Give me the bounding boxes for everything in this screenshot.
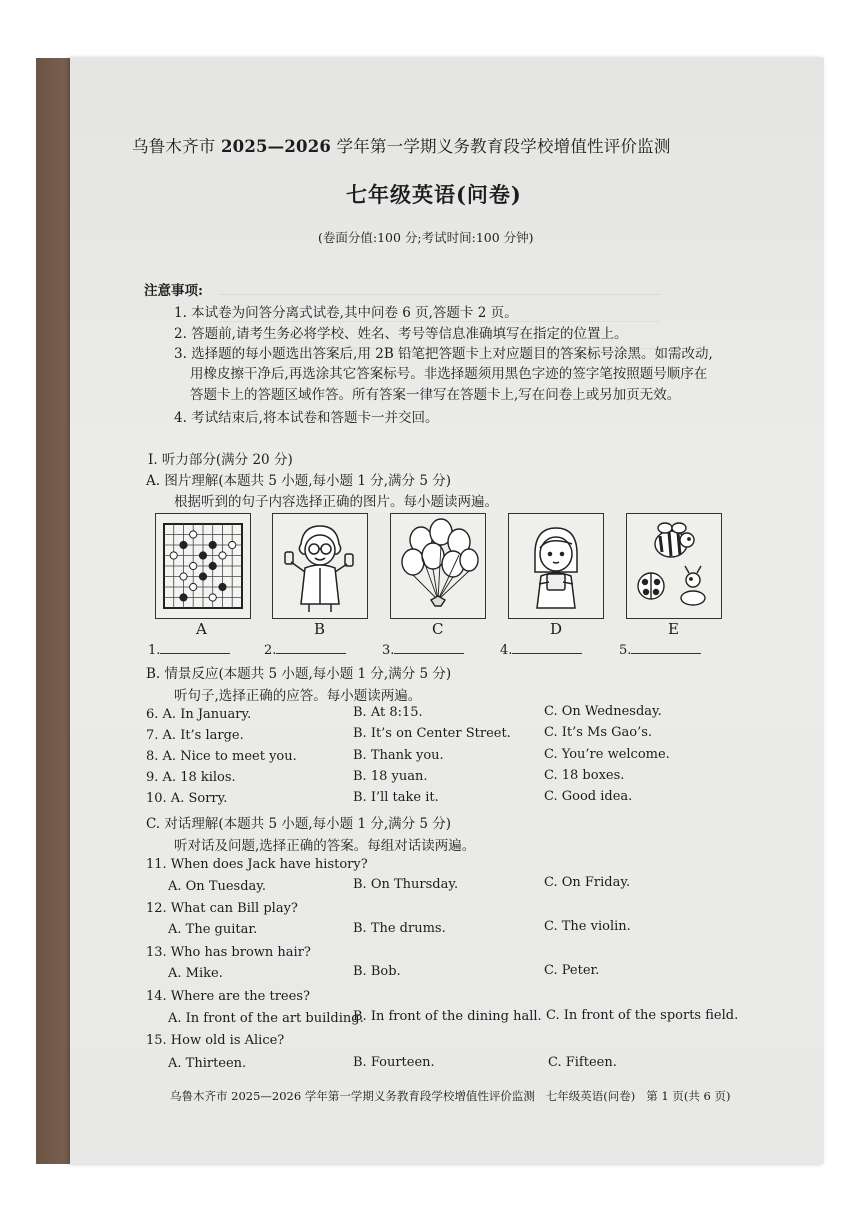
answer-blank: 3. <box>382 641 464 658</box>
question-text: 14. Where are the trees? <box>146 989 310 1004</box>
option-c: C. In front of the sports field. <box>546 1008 739 1023</box>
option-c: C. Peter. <box>544 963 600 978</box>
option-a: A. The guitar. <box>168 922 258 937</box>
option-c: C. Fifteen. <box>548 1055 617 1070</box>
note-item: 2. 答题前,请考生务必将学校、姓名、考号等信息准确填写在指定的位置上。 <box>174 326 628 342</box>
picture-label: D <box>550 620 563 638</box>
option-a: 9. A. 18 kilos. <box>146 770 236 785</box>
part-c-heading: C. 对话理解(本题共 5 小题,每小题 1 分,满分 5 分) <box>146 816 452 832</box>
score-info: (卷面分值:100 分;考试时间:100 分钟) <box>318 230 534 245</box>
option-b: B. The drums. <box>353 921 446 936</box>
option-b: B. On Thursday. <box>353 877 459 892</box>
option-a: 8. A. Nice to meet you. <box>146 749 297 764</box>
option-c: C. On Friday. <box>544 875 631 890</box>
option-b: B. Fourteen. <box>353 1055 435 1070</box>
option-c: C. It’s Ms Gao’s. <box>544 725 653 740</box>
insects-icon <box>626 513 722 619</box>
balloons-icon <box>390 513 486 619</box>
note-item: 3. 选择题的每小题选出答案后,用 2B 铅笔把答题卡上对应题目的答案标号涂黑。如需改动, <box>174 346 713 362</box>
answer-blank: 1. <box>148 641 230 658</box>
answer-blank: 4. <box>500 641 582 658</box>
option-a: A. Thirteen. <box>168 1056 247 1071</box>
option-a: 6. A. In January. <box>146 707 252 722</box>
option-b: B. I’ll take it. <box>353 790 439 805</box>
part-a-instruction: 根据听到的句子内容选择正确的图片。每小题读两遍。 <box>174 494 498 510</box>
option-a: 7. A. It’s large. <box>146 728 244 743</box>
part-b-heading: B. 情景反应(本题共 5 小题,每小题 1 分,满分 5 分) <box>146 666 452 682</box>
answer-blank: 5. <box>619 641 701 658</box>
answer-blank: 2. <box>264 641 346 658</box>
note-item: 答题卡上的答题区域作答。所有答案一律写在答题卡上,写在问卷上或另加页无效。 <box>190 387 681 403</box>
picture-label: B <box>314 620 326 638</box>
option-c: C. On Wednesday. <box>544 704 662 719</box>
notes-heading: 注意事项: <box>144 283 203 299</box>
option-b: B. Bob. <box>353 964 401 979</box>
option-b: B. It’s on Center Street. <box>353 726 511 741</box>
chess-board-icon <box>155 513 251 619</box>
picture-label: E <box>668 620 679 638</box>
picture-label: C <box>432 620 444 638</box>
option-b: B. Thank you. <box>353 748 444 763</box>
page-footer: 乌鲁木齐市 2025—2026 学年第一学期义务教育段学校增值性评价监测 七年级英语(问卷) 第 1 页(共 6 页) <box>170 1089 731 1103</box>
question-text: 13. Who has brown hair? <box>146 945 311 960</box>
question-text: 12. What can Bill play? <box>146 901 298 916</box>
part-c-instruction: 听对话及问题,选择正确的答案。每组对话读两遍。 <box>174 838 476 854</box>
option-c: C. 18 boxes. <box>544 768 625 783</box>
part-a-heading: A. 图片理解(本题共 5 小题,每小题 1 分,满分 5 分) <box>146 473 451 489</box>
section-heading: Ⅰ. 听力部分(满分 20 分) <box>148 452 293 468</box>
part-b-instruction: 听句子,选择正确的应答。每小题读两遍。 <box>174 688 422 704</box>
option-c: C. The violin. <box>544 919 631 934</box>
question-text: 15. How old is Alice? <box>146 1033 285 1048</box>
option-a: A. In front of the art building. <box>168 1011 364 1026</box>
question-text: 11. When does Jack have history? <box>146 857 368 872</box>
exam-title: 乌鲁木齐市 2025—2026 学年第一学期义务教育段学校增值性评价监测 <box>132 137 671 156</box>
exam-subtitle: 七年级英语(问卷) <box>346 182 522 207</box>
scientist-icon <box>272 513 368 619</box>
option-a: A. Mike. <box>168 966 223 981</box>
option-b: B. At 8:15. <box>353 705 423 720</box>
note-item: 4. 考试结束后,将本试卷和答题卡一并交回。 <box>174 410 439 426</box>
option-b: B. 18 yuan. <box>353 769 428 784</box>
note-item: 1. 本试卷为问答分离式试卷,其中问卷 6 页,答题卡 2 页。 <box>174 305 518 321</box>
exam-page <box>70 58 824 1164</box>
note-item: 用橡皮擦干净后,再选涂其它答案标号。非选择题须用黑色字迹的签字笔按照题号顺序在 <box>190 366 708 382</box>
option-a: A. On Tuesday. <box>168 879 267 894</box>
option-c: C. Good idea. <box>544 789 633 804</box>
girl-drinking-icon <box>508 513 604 619</box>
option-c: C. You’re welcome. <box>544 747 670 762</box>
option-a: 10. A. Sorry. <box>146 791 228 806</box>
picture-label: A <box>196 620 207 638</box>
option-b: B. In front of the dining hall. <box>353 1009 542 1024</box>
